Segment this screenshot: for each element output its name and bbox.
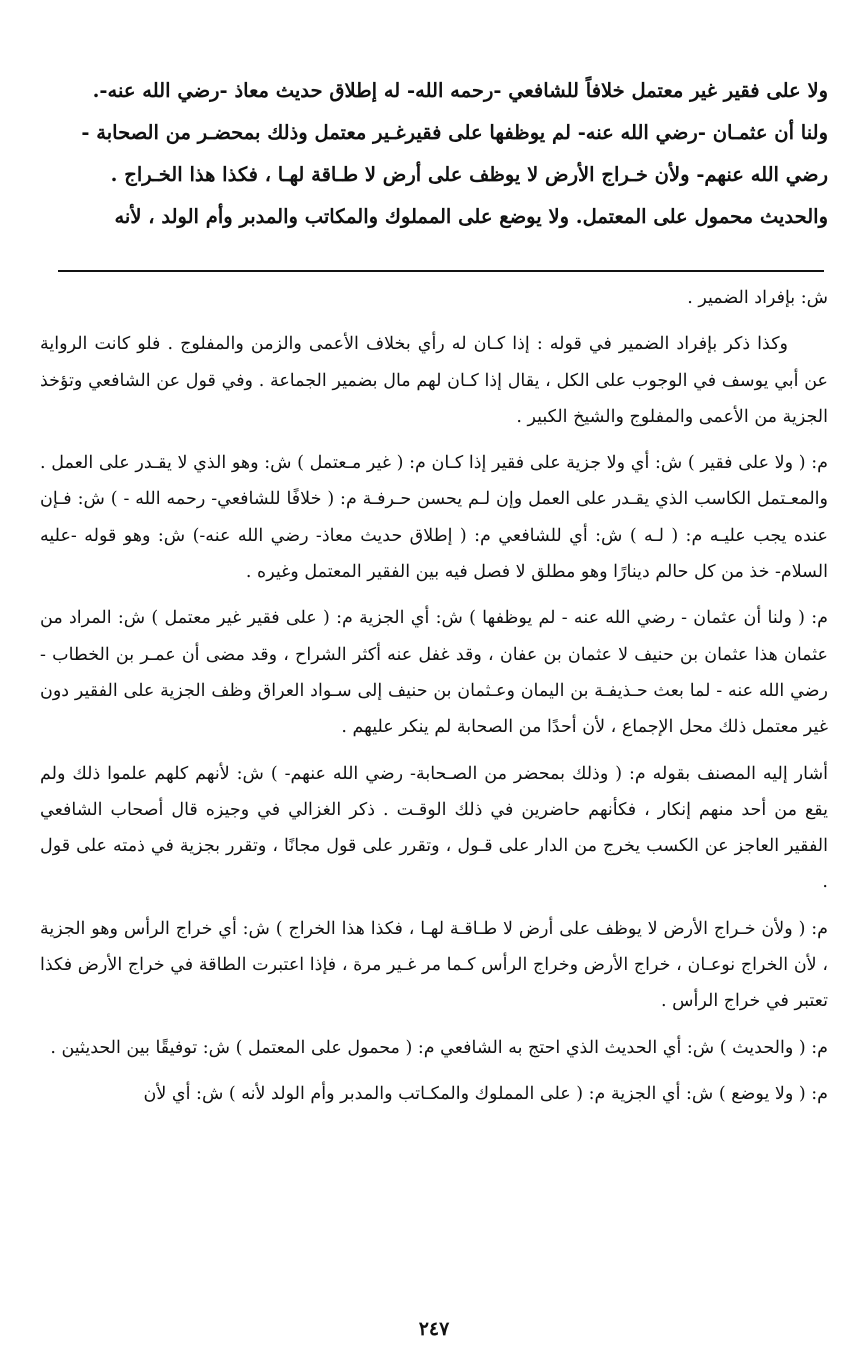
main-text-block <box>40 70 828 238</box>
commentary-paragraph: م: ( ولا يوضع ) ش: أي الجزية م: ( على المملوك والمكـاتب والمدبر وأم الولد لأنه ) ش: أي لأن <box>143 1083 828 1104</box>
commentary-paragraph: ش: بإفراد الضمير . <box>687 288 828 308</box>
page-number: ٢٤٧ <box>418 1318 450 1340</box>
commentary-block <box>40 280 828 1122</box>
commentary-paragraph: م: ( ولأن خـراج الأرض لا يوظف على أرض لا طـاقـة لهـا ، فكذا هذا الخراج ) ش: أي خراج الرأس وهو الجزية ، لأن الخراج نوعـان ، خراج الأرض وخراج الرأس كـما مر غـير مرة ، فإذا اعتبرت الطاقة في خراج الأرض فكذا تعتبر في خراج الرأس . <box>40 918 828 1012</box>
main-text-line: رضي الله عنهم- ولأن خـراج الأرض لا يوظف على أرض لا طـاقة لهـا ، فكذا هذا الخـراج . <box>110 163 828 186</box>
commentary-paragraph: م: ( والحديث ) ش: أي الحديث الذي احتج به الشافعي م: ( محمول على المعتمل ) ش: توفيقًا بين الحديثين . <box>50 1037 828 1058</box>
main-text-line: ولا على فقير غير معتمل خلافاً للشافعي -رحمه الله- له إطلاق حديث معاذ -رضي الله عنه-. <box>92 79 828 102</box>
commentary-paragraph: أشار إليه المصنف بقوله م: ( وذلك بمحضر من الصـحابة- رضي الله عنهم- ) ش: لأنهم كلهم علموا ذلك ولم يقع من أحد منهم إنكار ، فكأنهم حاضرين في ذلك الوقـت . ذكر الغزالي في وجيزه قال أصحاب الشافعي الفقير العاجز عن الكسب يخرج من الدار على قـول ، وتقرر على قول مجانًا ، وتقرر بجزية في ذمته على قول . <box>40 763 828 893</box>
commentary-paragraph: م: ( ولا على فقير ) ش: أي ولا جزية على فقير إذا كـان م: ( غير مـعتمل ) ش: وهو الذي لا يقـدر على العمل . والمعـتمل الكاسب الذي يقـدر على العمل وإن لـم يحسن حـرفـة م: ( خلافًا للشافعي- رحمه الله - ) ش: فـإن عنده يجب عليـه م: ( لـه ) ش: أي للشافعي م: ( إطلاق حديث معاذ- رضي الله عنه-) ش: وهو قوله -عليه السلام- خذ من كل حالم دينارًا وهو مطلق لا فصل فيه بين الفقير المعتمل وغيره . <box>40 453 828 583</box>
commentary-paragraph: وكذا ذكر بإفراد الضمير في قوله : إذا كـان له رأي بخلاف الأعمى والزمن والمفلوج . فلو كانت الرواية عن أبي يوسف في الوجوب على الكل ، يقال إذا كـان لهم مال بضمير الجماعة . وفي قول عن الشافعي وتؤخذ الجزية من الأعمى والمفلوج والشيخ الكبير . <box>40 334 828 427</box>
separator-rule <box>58 270 824 272</box>
commentary-paragraph: م: ( ولنا أن عثمان - رضي الله عنه - لم يوظفها ) ش: أي الجزية م: ( على فقير غير معتمل ) ش: المراد من عثمان هذا عثمان بن حنيف لا عثمان بن عفان ، وقد غفل عنه أكثر الشراح ، وقد مضى أن عمـر بن الخطاب - رضي الله عنه - لما بعث حـذيفـة بن اليمان وعـثمان بن حنيف إلى سـواد العراق وظف الجزية على الفقير دون غير معتمل ذلك محل الإجماع ، لأن أحدًا من الصحابة لم ينكر عليهم . <box>40 608 828 738</box>
main-text-line: ولنا أن عثمـان -رضي الله عنه- لم يوظفها على فقيرغـير معتمل وذلك بمحضـر من الصحابة - <box>81 121 828 144</box>
main-text-line: والحديث محمول على المعتمل. ولا يوضع على المملوك والمكاتب والمدبر وأم الولد ، لأنه <box>114 205 828 228</box>
